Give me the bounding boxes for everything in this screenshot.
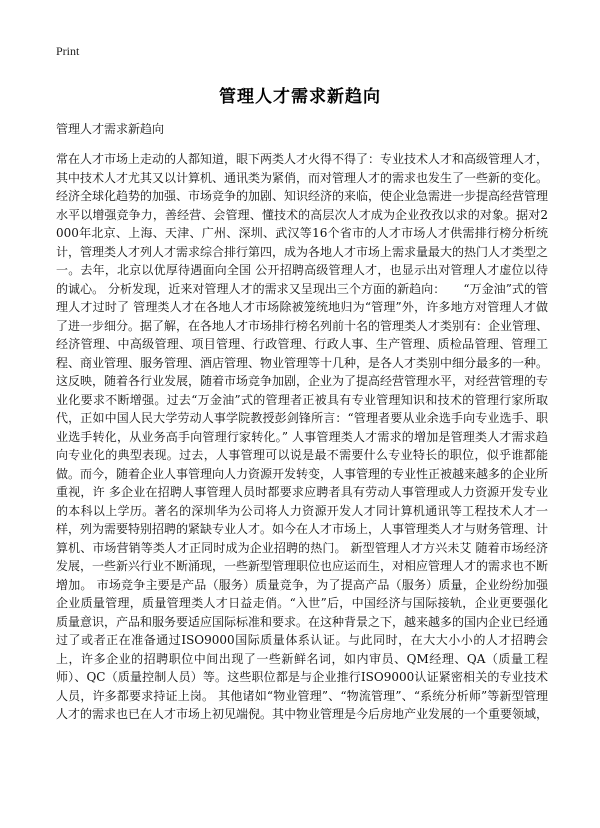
article-body xyxy=(56,150,548,724)
article-paragraph: 常在人才市场上走动的人都知道，眼下两类人才火得不得了：专业技术人才和高级管理人才，其中技术人才尤其又以计算机、通讯类为紧俏，而对管理人才的需求也发生了一些新的变化。 经济全球化趋势的加强、市场竞争的加剧、知识经济的来临，使企业急需进一步提高经营管理水平以增强竞争力，善经营、会管理、懂技术的高层次人才成为企业孜孜以求的对象。据对2000年北京、上海、天津、广州、深圳、武汉等16个省市的人才市场人才供需排行榜分析统计，管理类人才列人才需求综合排行第四，成为各地人才市场上需求量最大的热门人才类型之一。去年，北京以优厚待遇面向全国 公开招聘高级管理人才，也显示出对管理人才虚位以待的诚心。 分析发现，近来对管理人才的需求又呈现出三个方面的新趋向： “万金油”式的管理人才过时了 管理类人才在各地人才市场除被笼统地归为“管理”外，许多地方对管理人才做了进一步细分。据了解，在各地人才市场排行榜名列前十名的管理类人才类别有：企业管理、经济管理、中高级管理、项目管理、行政管理、行政人事、生产管理、质检品管理、管理工程、商业管理、服务管理、酒店管理、物业管理等十几种，是各人才类别中细分最多的一种。这反映，随着各行业发展，随着市场竞争加剧，企业为了提高经营管理水平，对经营管理的专业化要求不断增强。过去“万金油”式的管理者正被具有专业管理知识和技术的管理行家所取代，正如中国人民大学劳动人事学院教授彭剑锋所言：“管理者要从业余选手向专业选手、职业选手转化，从业务高手向管理行家转化。” 人事管理类人才需求的增加是管理类人才需求趋向专业化的典型表现。过去，人事管理可以说是最不需要什么专业特长的职位，似乎谁都能做。而今，随着企业人事管理向人力资源开发转变，人事管理的专业性正被越来越多的企业所重视，许 多企业在招聘人事管理人员时都要求应聘者具有劳动人事管理或人力资源开发专业的本科以上学历。著名的深圳华为公司将人力资源开发人才同计算机通讯等工程技术人才一样，列为需要特别招聘的紧缺专业人才。如今在人才市场上，人事管理类人才与财务管理、计算机、市场营销等类人才正同时成为企业招聘的热门。 新型管理人才方兴未艾 随着市场经济发展，一些新兴行业不断涌现，一些新型管理职位也应运而生，对相应管理人才的需求也不断增加。 市场竞争主要是产品（服务）质量竞争，为了提高产品（服务）质量，企业纷纷加强企业质量管理，质量管理类人才日益走俏。“入世”后，中国经济与国际接轨，企业更要强化质量意识，产品和服务要适应国际标准和要求。在这种背景之下，越来越多的国内企业已经通过了或者正在准备通过ISO9000国际质量体系认证。与此同时，在大大小小的人才招聘会上，许多企业的招聘职位中间出现了一些新鲜名词，如内审员、QM经理、QA（质量工程师）、QC（质量控制人员）等。这些职位都是与企业推行ISO9000认证紧密相关的专业技术人员，许多都要求持证上岗。 其他诸如“物业管理”、“物流管理”、“系统分析师”等新型管理人才的需求也已在人才市场上初见端倪。其中物业管理是今后房地产业发展的一个重要领域， xyxy=(56,152,549,721)
article-subtitle: 管理人才需求新趋向 xyxy=(56,122,165,136)
print-link[interactable]: Print xyxy=(56,44,80,58)
page-title: 管理人才需求新趋向 xyxy=(219,87,381,107)
